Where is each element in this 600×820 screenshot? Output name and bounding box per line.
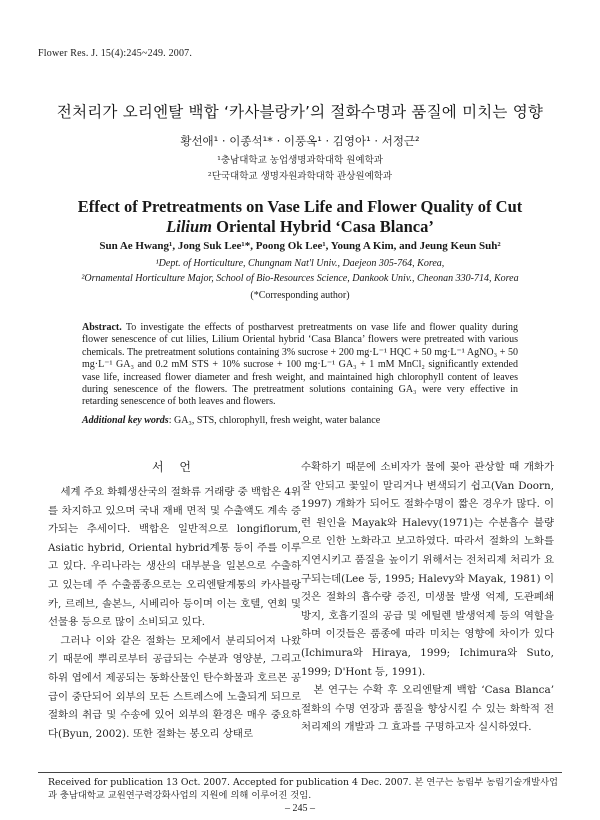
korean-affiliation-1: ¹충남대학교 농업생명과학대학 원예학과 [217,155,383,166]
english-title-genus: Lilium [166,217,212,236]
english-title [20,197,580,237]
keywords [82,415,518,426]
abstract-text: To investigate the effects of postharvest pretreatments on vase life and flower quality during flower senescence of cut lilies, Lilium Oriental hybrid ‘Casa Blanca’ flowers were pretreated with various chemicals. The pretreatment solutions containing 3% sucrose + 200 mg·L⁻¹ HQC + 50 mg·L⁻¹ AgNO₃ + 50 mg·L⁻¹ GA₃ and 0.2 mM STS + 10% sucrose + 100 mg·L⁻¹ GA₃ + 1 mM MnCl₂ significantly extended vase life, increased flower diameter and fresh weight, and maintained high chlorophyll content of leaves during senescence of the flowers. The pretreatment solutions containing GA₃ were very effective in retarding senescence of both leaves and flowers. [82,322,518,408]
english-authors: Sun Ae Hwang¹, Jong Suk Lee¹*, Poong Ok Lee¹, Young A Kim, and Jeung Keun Suh² [99,240,501,252]
english-title-line-1: Effect of Pretreatments on Vase Life and Flower Quality of Cut [77,197,523,216]
korean-affiliation-2: ²단국대학교 생명자원과학대학 관상원예학과 [207,171,393,182]
korean-title: 전처리가 오리엔탈 백합 ‘카사블랑카’의 절화수명과 품질에 미치는 영향 [56,103,544,121]
keywords-text: : GA₃, STS, chlorophyll, fresh weight, water balance [168,415,381,426]
keywords-label: Additional key words [82,415,169,426]
english-affiliation-1: ¹Dept. of Horticulture, Chungnam Nat'l Univ., Daejeon 305-764, Korea, [155,258,445,269]
abstract [82,322,518,409]
footnote-divider [38,772,562,773]
page-number: – 245 – [285,803,315,814]
left-column [48,483,301,743]
abstract-label: Abstract. [82,322,122,333]
english-affiliation-2: ²Ornamental Horticulture Major, School of Bio-Resources Science, Dankook Univ., Cheonan 330-714, Korea [81,273,519,284]
section-heading-introduction: 서 언 [152,460,197,474]
english-title-line-2-rest: Oriental Hybrid ‘Casa Blanca’ [212,217,434,236]
right-paragraph-1: 수확하기 때문에 소비자가 물에 꽂아 관상할 때 개화가 잘 안되고 꽃잎이 말리거나 변색되기 쉽고(Van Doorn, 1997) 개화가 되어도 절화수명이 짧은 경우가 많다. 이런 원인을 Mayak와 Halevy(1971)는 수분흡수 불량으로 인한 노화라고 보고하였다. 따라서 절화의 노화를 지연시키고 품질을 높이기 위해서는 전처리제 처리가 요구되는데(Lee 등, 1995; Halevy와 Mayak, 1981) 이것은 절화의 흡수량 증진, 미생물 발생 억제, 도관폐쇄 방지, 호흡기질의 공급 및 에틸렌 발생억제 등의 역할을 하며 이것들은 품종에 따라 미치는 영향에 차이가 있다(Ichimura와 Hiraya, 1999; Ichimura와 Suto, 1999; D'Hont 등, 1991). [301,461,554,678]
english-title-line-2 [20,217,580,237]
korean-authors: 황선애¹ · 이종석¹* · 이풍옥¹ · 김영아¹ · 서정근² [180,134,420,148]
journal-reference: Flower Res. J. 15(4):245~249. 2007. [38,48,193,59]
left-paragraph-1: 세계 주요 화훼생산국의 절화류 거래량 중 백합은 4위를 차지하고 있으며 국내 재배 면적 및 수출액도 계속 증가되는 추세이다. 백합은 일반적으로 longiflorum, Asiatic hybrid, Oriental hybrid계통 등이 주를 이루고 있다. 우리나라는 생산의 대부분을 일본으로 수출하고 있는데 주 수출품종으로는 오리엔탈계통의 카사블랑카, 르레브, 솔본느, 시베리아 등이며 이는 호텔, 연회 및 선물용 등으로 많이 소비되고 있다. [48,486,301,629]
right-paragraph-2: 본 연구는 수확 후 오리엔탈계 백합 ‘Casa Blanca’ 절화의 수명 연장과 품질을 향상시킬 수 있는 화학적 전처리제의 개발과 그 효과를 구명하고자 실시하였다. [301,684,554,734]
right-column [301,458,554,737]
footnote: Received for publication 13 Oct. 2007. Accepted for publication 4 Dec. 2007. 본 연구는 농림부 농림기술개발사업과 충남대학교 교원연구력강화사업의 지원에 의해 이루어진 것임. [48,777,559,801]
left-paragraph-2: 그러나 이와 같은 절화는 모체에서 분리되어져 나왔기 때문에 뿌리로부터 공급되는 수분과 영양분, 그리고 하위 엽에서 제공되는 동화산물인 탄수화물과 호르몬 공급이 중단되어 외부의 모든 스트레스에 노출되게 되므로 절화의 취급 및 수송에 있어 외부의 환경은 매우 중요하다(Byun, 2002). 또한 절화는 봉오리 상태로 [48,634,301,740]
corresponding-author-note: (*Corresponding author) [250,290,350,301]
